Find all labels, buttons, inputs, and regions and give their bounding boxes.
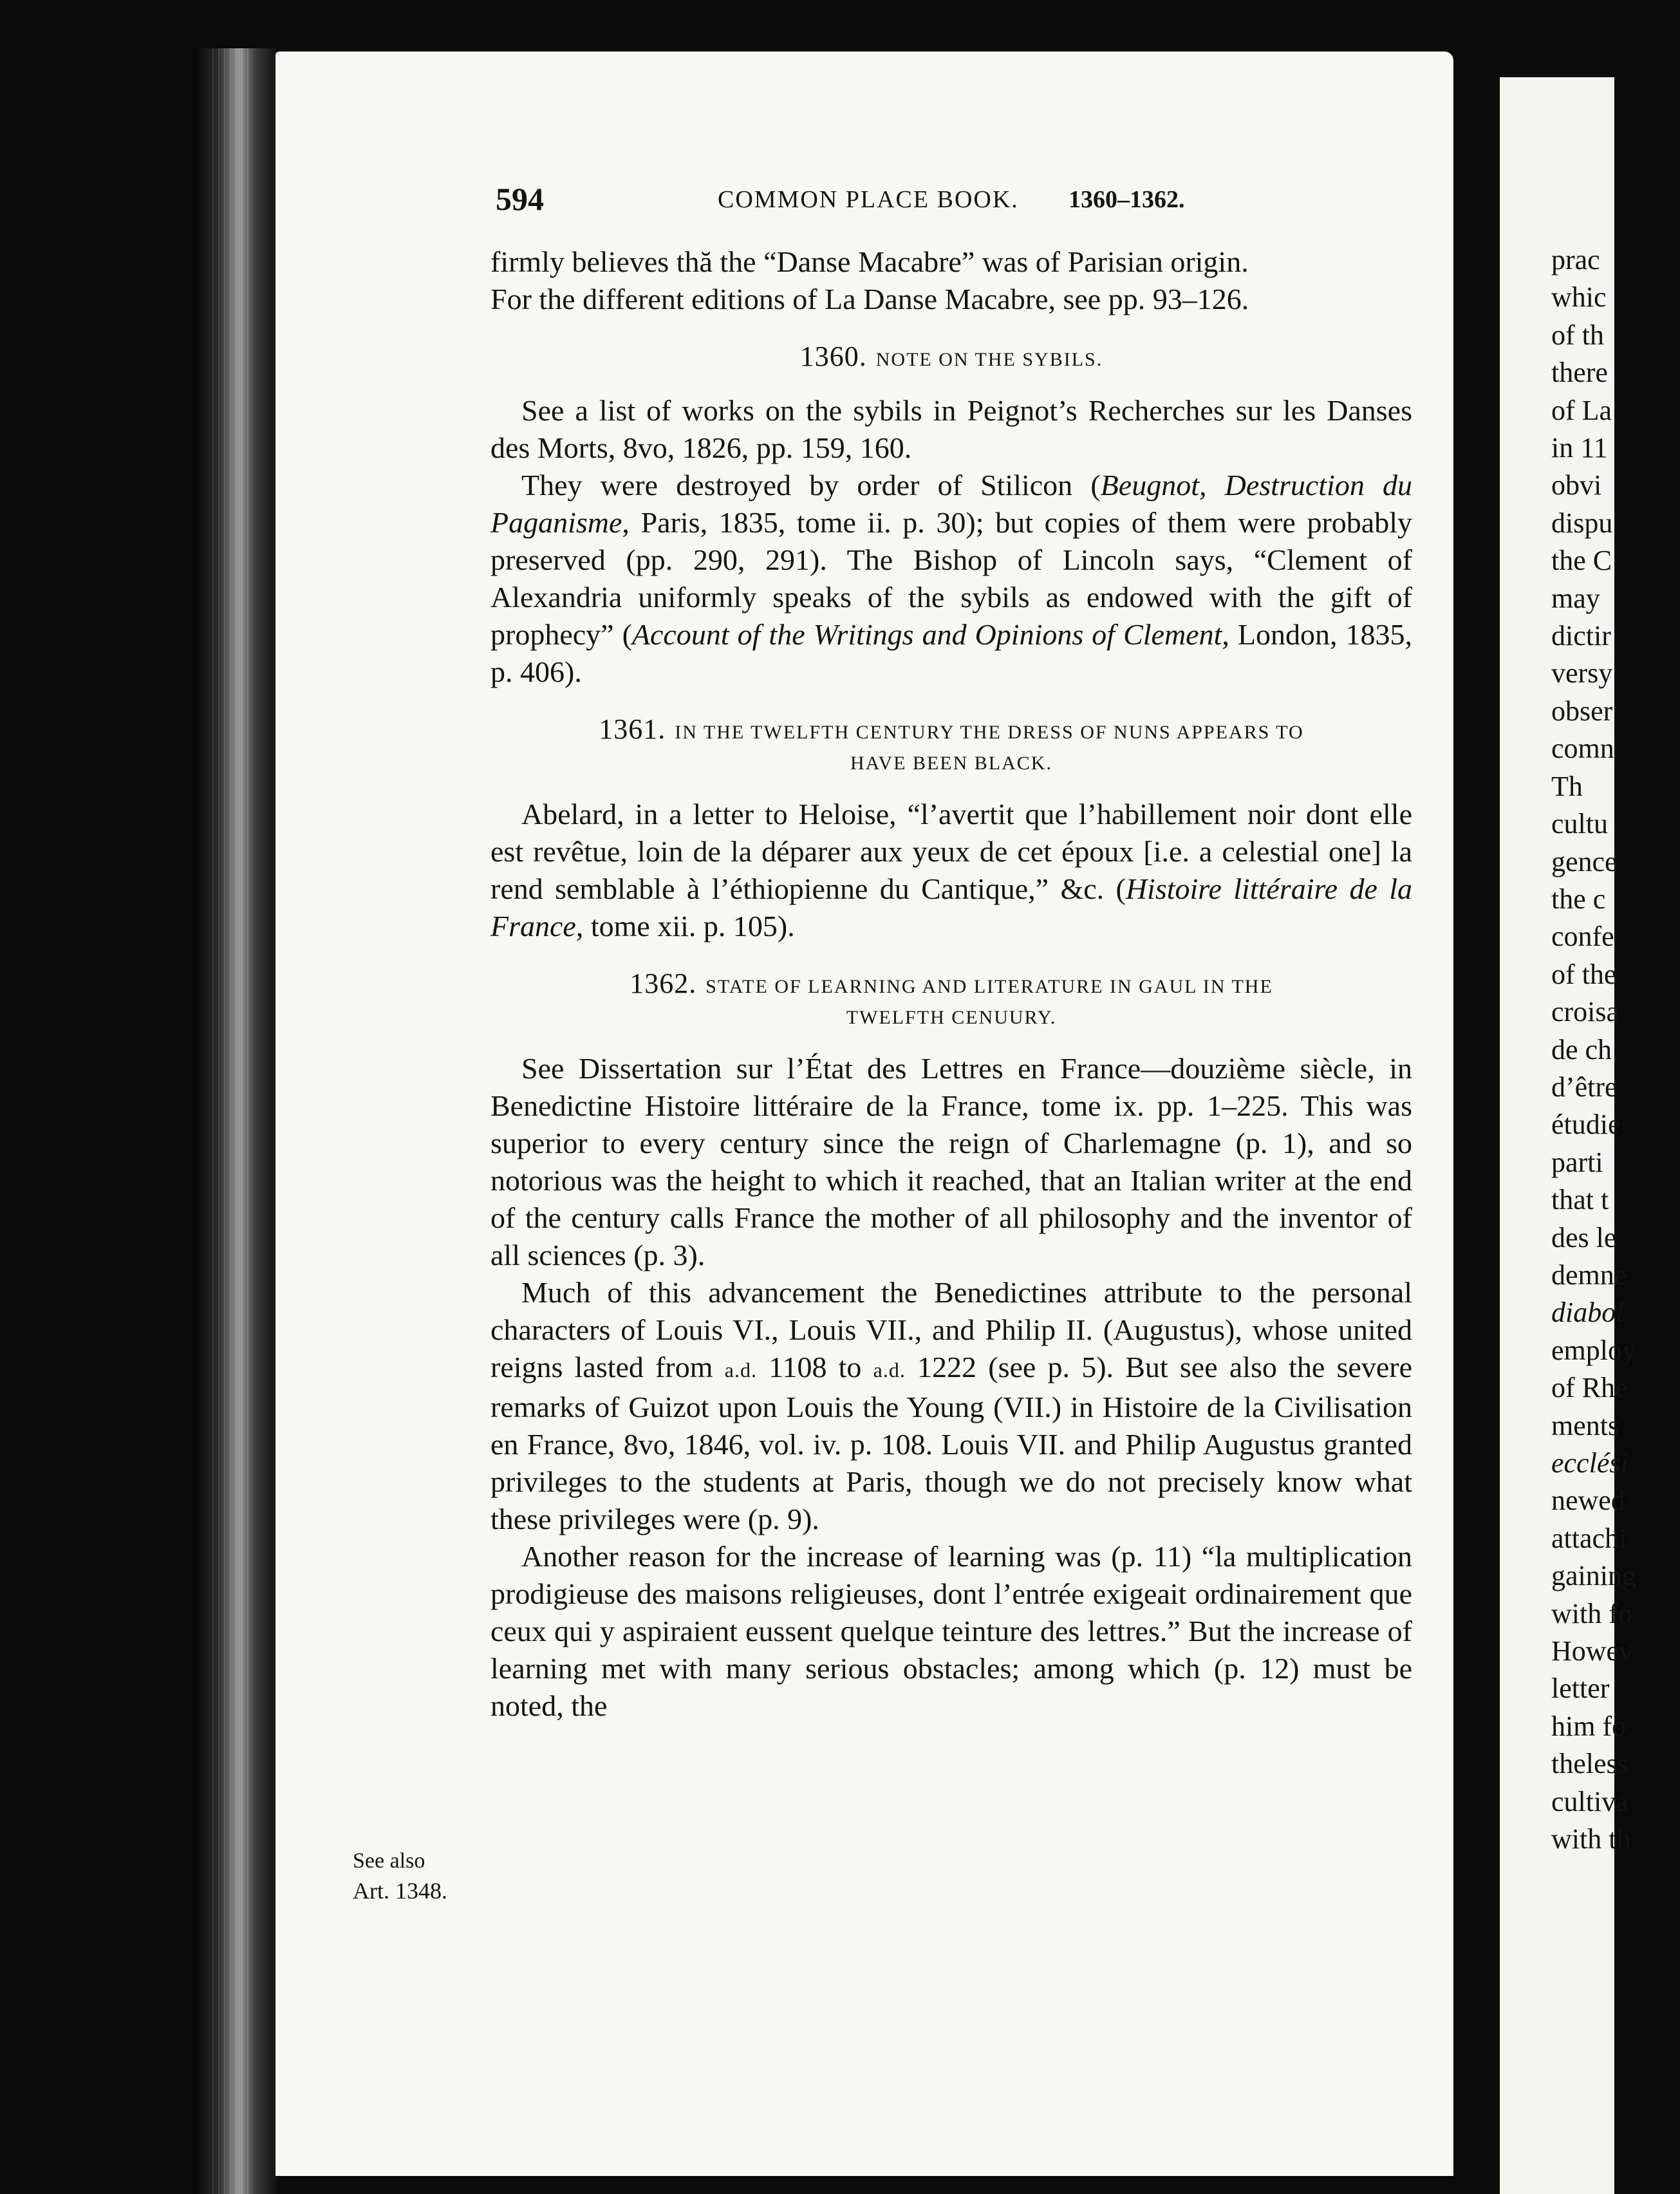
facing-page-line: of La bbox=[1551, 394, 1612, 426]
facing-page-line: versy bbox=[1551, 657, 1613, 689]
small-caps-era: a.d. bbox=[873, 1358, 906, 1382]
facing-page-line: of Rhe bbox=[1551, 1372, 1628, 1404]
facing-page-line: attachi bbox=[1551, 1522, 1627, 1554]
facing-page-line: étudie bbox=[1551, 1109, 1621, 1141]
facing-page-line: of the bbox=[1551, 958, 1617, 990]
facing-page-line: confe bbox=[1551, 921, 1614, 953]
facing-page-line: de ch bbox=[1551, 1033, 1612, 1065]
margin-note-line: See also bbox=[353, 1849, 425, 1873]
running-header bbox=[496, 180, 1403, 219]
facing-page-line: demne bbox=[1551, 1259, 1627, 1291]
facing-page-line: may bbox=[1551, 582, 1600, 614]
citation-title: Beugnot, Destruction du Paganisme bbox=[490, 469, 1412, 539]
facing-page-line: employ bbox=[1551, 1334, 1636, 1366]
article-number: 1361. bbox=[599, 713, 666, 745]
paragraph: See Dissertation sur l’État des Lettres en France—douzième siècle, in Benedictine Histoire littéraire de la France, tome ix. pp. 1–225. This was superior to every century since the reign of Charlemagne (p. 1), and so notorious was the height to which it reached, that an Italian writer at the end of the century calls France the mother of all philosophy and the inventor of all sciences (p. 3). bbox=[490, 1052, 1412, 1271]
facing-page-line: cultu bbox=[1551, 808, 1608, 840]
margin-note-ref: Art. 1348. bbox=[353, 1878, 447, 1904]
facing-page-line: letter bbox=[1551, 1673, 1610, 1705]
running-title: COMMON PLACE BOOK. bbox=[718, 186, 1019, 213]
facing-page-line: des le bbox=[1551, 1221, 1617, 1253]
article-title: STATE OF LEARNING AND LITERATURE IN GAUL IN THE bbox=[705, 976, 1273, 997]
small-caps-era: a.d. bbox=[724, 1358, 757, 1382]
facing-page-line: dictir bbox=[1551, 620, 1611, 652]
facing-page-line: d’être bbox=[1551, 1071, 1618, 1103]
article-heading-1361 bbox=[490, 714, 1412, 748]
article-heading-1361-cont: HAVE BEEN BLACK. bbox=[850, 753, 1052, 774]
facing-page-line: comn bbox=[1551, 733, 1614, 765]
article-number: 1360. bbox=[799, 341, 867, 372]
book-spine-texture bbox=[212, 48, 251, 2194]
facing-page-line: obvi bbox=[1551, 469, 1602, 502]
facing-page-line: there bbox=[1551, 357, 1608, 389]
article-title: NOTE ON THE SYBILS. bbox=[875, 349, 1103, 370]
facing-page-line: Howev bbox=[1551, 1635, 1634, 1667]
facing-page-line: that t bbox=[1551, 1184, 1609, 1216]
facing-page-line: prac bbox=[1551, 244, 1600, 276]
article-title: IN THE TWELFTH CENTURY THE DRESS OF NUNS APPEARS TO bbox=[675, 722, 1304, 743]
citation-title: Histoire littéraire de la France bbox=[490, 872, 1412, 942]
facing-page-line: him fo bbox=[1551, 1710, 1627, 1742]
facing-page-line: croisa bbox=[1551, 996, 1619, 1028]
facing-page-line: parti bbox=[1551, 1146, 1603, 1178]
facing-page-line: the c bbox=[1551, 883, 1606, 915]
facing-page-line: theless bbox=[1551, 1748, 1629, 1780]
facing-page-line: ments bbox=[1551, 1409, 1619, 1441]
article-number: 1362. bbox=[630, 968, 697, 999]
facing-page-line: gence bbox=[1551, 845, 1618, 877]
page-body bbox=[490, 243, 1412, 1725]
facing-page-line: diabol bbox=[1551, 1297, 1624, 1329]
facing-page-line: of th bbox=[1551, 319, 1604, 351]
facing-page-line: dispu bbox=[1551, 507, 1613, 539]
facing-page-line: the C bbox=[1551, 545, 1612, 577]
running-years: 1360–1362. bbox=[1069, 186, 1185, 213]
article-heading-1362-cont: TWELFTH CENUURY. bbox=[846, 1007, 1057, 1028]
margin-note bbox=[353, 1846, 481, 1906]
paragraph: They were destroyed by order of Stilicon (Beugnot, Destruction du Paganisme, Paris, 1835, tome ii. p. 30); but copies of them were probably preserved (pp. 290, 291). The Bishop of Lincoln says, “Clement of Alexandria uniformly speaks of the sybils as endowed with the gift of prophecy” (Account of the Writings and Opinions of Clement, London, 1835, p. 406). bbox=[490, 469, 1412, 688]
facing-page-text bbox=[1551, 241, 1680, 1858]
article-heading-1362 bbox=[490, 968, 1412, 1002]
paragraph: Another reason for the increase of learning was (p. 11) “la multiplication prodigieuse des maisons religieuses, dont l’entrée exigeait ordinairement que ceux qui y aspiraient eussent quelque teinture des lettres.” But the increase of learning met with many serious obstacles; among which (p. 12) must be noted, the bbox=[490, 1540, 1412, 1722]
facing-page-line: with fo bbox=[1551, 1597, 1632, 1629]
paragraph: See a list of works on the sybils in Peignot’s Recherches sur les Danses des Morts, 8vo, 1826, pp. 159, 160. bbox=[490, 394, 1412, 464]
continuation-line: For the different editions of La Danse Macabre, see pp. 93–126. bbox=[490, 283, 1249, 315]
facing-page-line: obser bbox=[1551, 695, 1613, 727]
facing-page-line: newed bbox=[1551, 1485, 1625, 1517]
paragraph: Abelard, in a letter to Heloise, “l’avertit que l’habillement noir dont elle est revêtue, loin de la déparer aux yeux de cet époux [i.e. a celestial one] la rend semblable à l’éthiopienne du Cantique,” &c. (Histoire littéraire de la France, tome xii. p. 105). bbox=[490, 798, 1412, 942]
article-heading-1360 bbox=[490, 341, 1412, 375]
facing-page-line: cultiva bbox=[1551, 1785, 1629, 1817]
facing-page-line: ecclési bbox=[1551, 1447, 1629, 1479]
facing-page-line: in 11 bbox=[1551, 432, 1608, 464]
facing-page-line: Th bbox=[1551, 770, 1583, 802]
page-number: 594 bbox=[496, 181, 544, 217]
citation-title: Account of the Writings and Opinions of Clement bbox=[631, 618, 1222, 651]
continuation-line: firmly believes thă the “Danse Macabre” was of Parisian origin. bbox=[490, 245, 1249, 278]
facing-page-line: with th bbox=[1551, 1823, 1631, 1855]
facing-page bbox=[1500, 77, 1636, 2194]
facing-page-line: gaining bbox=[1551, 1560, 1636, 1592]
facing-page-line: whic bbox=[1551, 281, 1607, 314]
paragraph: Much of this advancement the Benedictines attribute to the personal characters of Louis VI., Louis VII., and Philip II. (Augustus), whose united reigns lasted from a.d. 1108 to a.d. 1222 (see p. 5). But see also the severe remarks of Guizot upon Louis the Young (VII.) in Histoire de la Civilisation en France, 8vo, 1846, vol. iv. p. 108. Louis VII. and Philip Augustus granted privileges to the students at Paris, though we do not precisely know what these privileges were (p. 9). bbox=[490, 1276, 1412, 1535]
